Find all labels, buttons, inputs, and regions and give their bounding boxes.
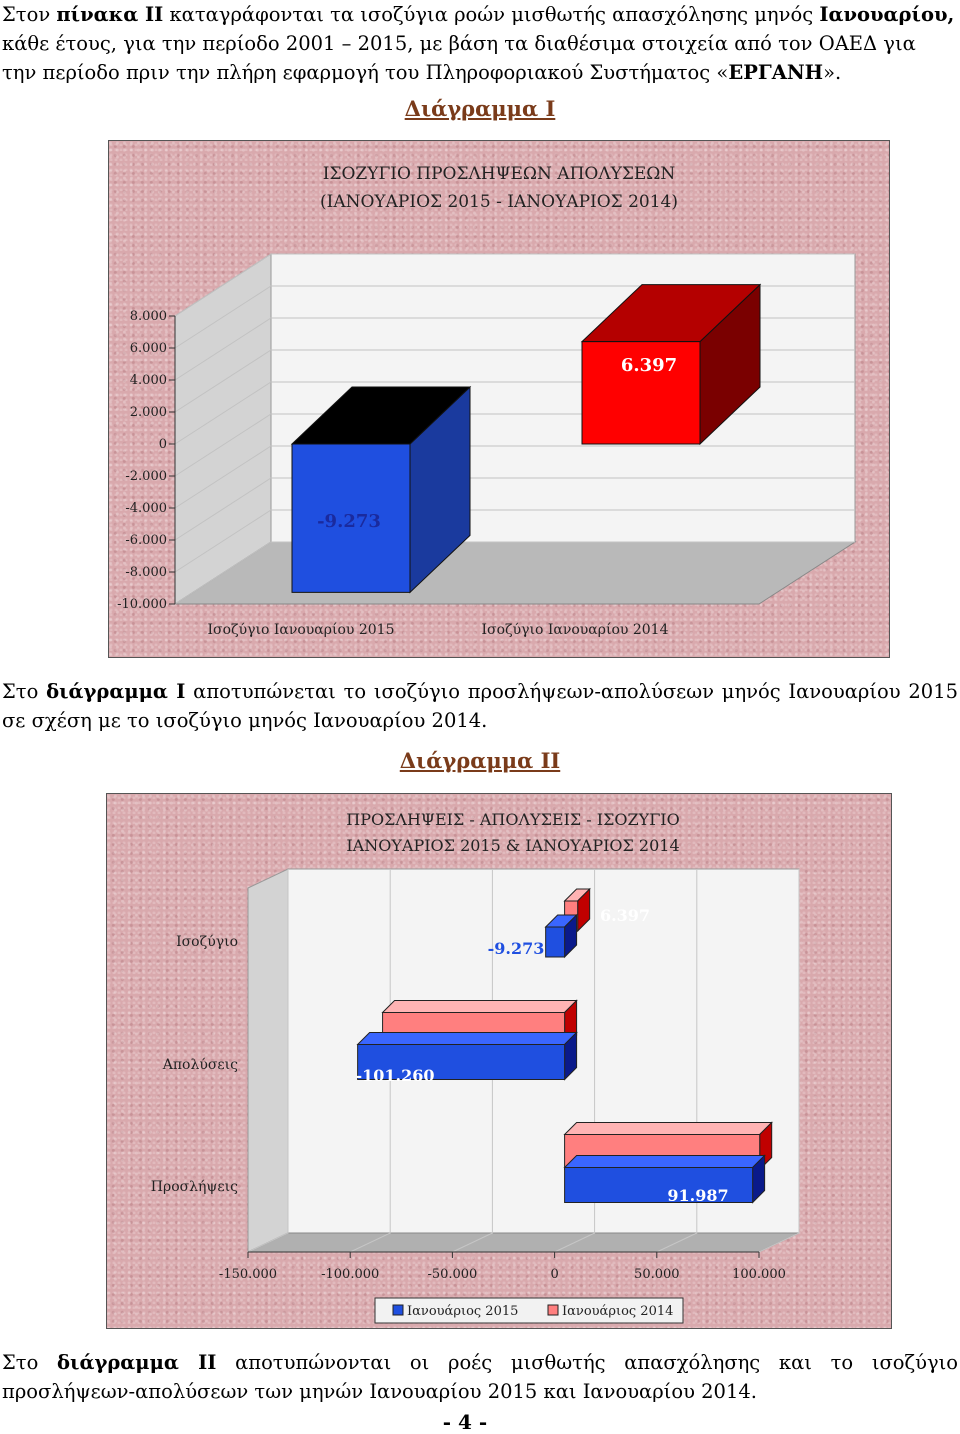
chart-1-y-tick-label: -8.000 (125, 565, 167, 580)
chart-2-title-line-1: ΠΡΟΣΛΗΨΕΙΣ - ΑΠΟΛΥΣΕΙΣ - ΙΣΟΖΥΓΙΟ (346, 810, 680, 829)
paragraph-3-line-1: Στο διάγραμμα ΙΙ αποτυπώνονται οι ροές μισθωτής απασχόλησης και το ισοζύγιο (2, 1351, 958, 1374)
chart-2-bar-top (358, 1033, 577, 1045)
intro-line-2: κάθε έτους, για την περίοδο 2001 – 2015, με βάση τα διαθέσιμα στοιχεία από τον ΟΑΕΔ για (2, 32, 916, 55)
caption-diagram-1: Διάγραμμα Ι (404, 96, 556, 121)
paragraph-2 (2, 677, 958, 735)
chart-2-legend-swatch (393, 1305, 403, 1315)
paragraph-2-line-1: Στο διάγραμμα Ι αποτυπώνεται το ισοζύγιο προσλήψεων-απολύσεων μηνός Ιανουαρίου 2015 (2, 680, 959, 703)
chart-2 (107, 794, 891, 1328)
chart-1-data-label: 6.397 (620, 355, 678, 376)
chart-2-bar-top (565, 1123, 772, 1135)
chart-2-y-axis (151, 934, 238, 1195)
chart-2-title-line-2: ΙΑΝΟΥΑΡΙΟΣ 2015 & ΙΑΝΟΥΑΡΙΟΣ 2014 (346, 836, 680, 855)
chart-1-y-tick-label: 4.000 (129, 373, 167, 388)
chart-2-category-label: Απολύσεις (162, 1057, 238, 1073)
chart-2-x-tick-label: 100.000 (732, 1267, 786, 1282)
chart-1-y-tick-label: -4.000 (125, 501, 167, 516)
chart-1-y-tick-label: -6.000 (125, 533, 167, 548)
chart-2-frame (106, 793, 892, 1329)
chart-2-data-label: 91.987 (667, 1186, 729, 1205)
intro-line-1: Στον πίνακα ΙΙ καταγράφονται τα ισοζύγια ροών μισθωτής απασχόλησης μηνός Ιανουαρίου, (2, 3, 955, 26)
chart-2-x-axis (219, 1252, 786, 1282)
chart-1-data-label: -9.273 (317, 511, 381, 532)
chart-2-bar-top (383, 1001, 577, 1013)
chart-1-x-tick-label: Ισοζύγιο Ιανουαρίου 2014 (481, 622, 669, 638)
chart-2-x-tick-label: -50.000 (427, 1267, 478, 1282)
chart-1-title-line-1: ΙΣΟΖΥΓΙΟ ΠΡΟΣΛΗΨΕΩΝ ΑΠΟΛΥΣΕΩΝ (322, 164, 676, 184)
chart-2-data-label: 6.397 (599, 906, 651, 925)
chart-1 (109, 141, 889, 657)
chart-1-floor (175, 542, 855, 604)
chart-2-legend-swatch (548, 1305, 558, 1315)
chart-2-bar (546, 927, 565, 957)
intro-paragraph (2, 0, 958, 87)
chart-2-side-wall (248, 869, 288, 1252)
chart-2-x-tick-label: 0 (550, 1267, 559, 1282)
chart-1-y-tick-label: 8.000 (129, 309, 167, 324)
chart-1-title-line-2: (ΙΑΝΟΥΑΡΙΟΣ 2015 - ΙΑΝΟΥΑΡΙΟΣ 2014) (320, 192, 678, 212)
chart-1-y-tick-label: 2.000 (129, 405, 167, 420)
chart-1-frame (108, 140, 890, 658)
chart-2-category-label: Προσλήψεις (150, 1179, 238, 1195)
chart-2-x-tick-label: -100.000 (321, 1267, 380, 1282)
chart-2-x-tick-label: 50.000 (634, 1267, 680, 1282)
caption-diagram-2: Διάγραμμα ΙΙ (399, 748, 561, 773)
chart-2-legend-label: Ιανουάριος 2014 (562, 1304, 674, 1319)
chart-1-y-tick-label: -2.000 (125, 469, 167, 484)
chart-2-floor (248, 1233, 799, 1252)
chart-1-y-tick-label: 0 (158, 437, 167, 452)
chart-1-y-tick-label: -10.000 (117, 597, 167, 612)
chart-1-y-tick-label: 6.000 (129, 341, 167, 356)
chart-1-x-axis (208, 621, 669, 638)
chart-2-data-label: -101.260 (355, 1066, 435, 1085)
chart-2-legend (375, 1298, 683, 1323)
chart-2-x-tick-label: -150.000 (218, 1267, 278, 1282)
paragraph-3 (2, 1348, 958, 1406)
paragraph-3-line-2: προσλήψεων-απολύσεων των μηνών Ιανουαρίου 2015 και Ιανουαρίου 2014. (2, 1380, 757, 1403)
chart-2-legend-label: Ιανουάριος 2015 (407, 1304, 519, 1319)
intro-line-3: την περίοδο πριν την πλήρη εφαρμογή του Πληροφοριακού Συστήματος «ΕΡΓΑΝΗ». (2, 61, 842, 84)
paragraph-2-line-2: σε σχέση με το ισοζύγιο μηνός Ιανουαρίου 2014. (2, 709, 488, 732)
chart-2-data-label: -9.273 (487, 939, 545, 958)
chart-2-category-label: Ισοζύγιο (176, 934, 238, 950)
chart-2-bar-top (565, 1156, 765, 1168)
chart-1-y-axis (117, 309, 175, 612)
page-number: - 4 - (442, 1410, 488, 1434)
chart-1-x-tick-label: Ισοζύγιο Ιανουαρίου 2015 (207, 622, 395, 638)
